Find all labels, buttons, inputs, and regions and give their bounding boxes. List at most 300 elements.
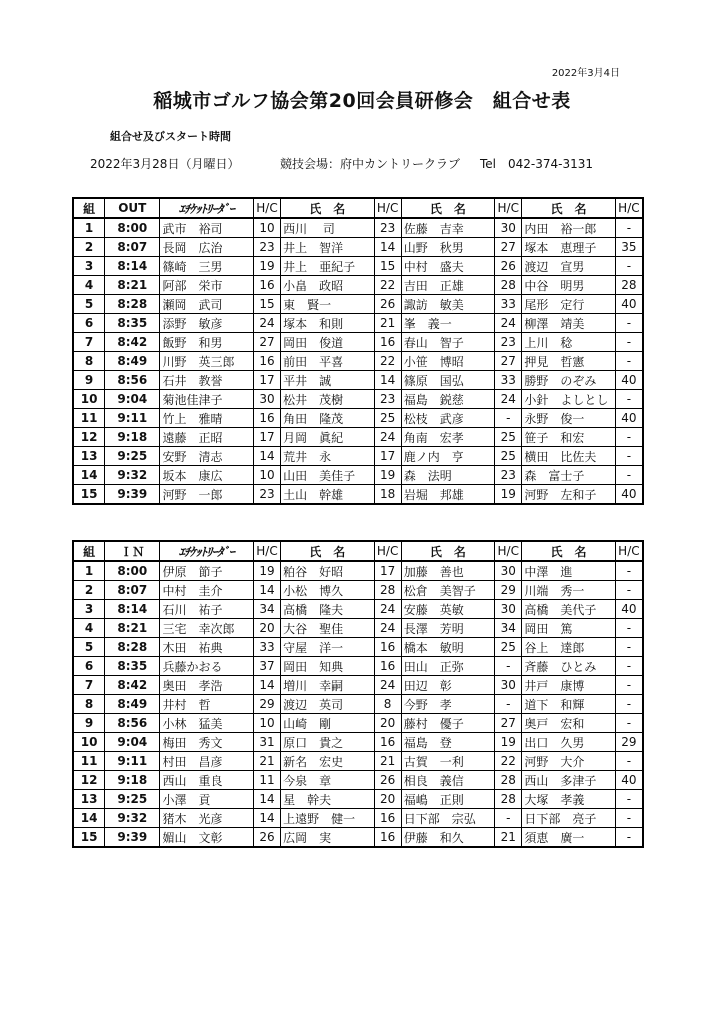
- table-row: [73, 619, 643, 638]
- handicap-cell: 23: [253, 238, 280, 257]
- group-number-cell: 4: [73, 276, 105, 295]
- handicap-cell: 21: [495, 828, 522, 848]
- player-name-cell: 高橋 美代子: [522, 600, 615, 619]
- handicap-cell: 40: [615, 371, 643, 390]
- player-name-cell: 勝野 のぞみ: [522, 371, 615, 390]
- etiquette-leader-cell: 西山 重良: [160, 771, 253, 790]
- header-group-number: 組: [73, 198, 105, 218]
- start-time-cell: 9:04: [105, 733, 160, 752]
- player-name-cell: 岡田 俊道: [281, 333, 374, 352]
- table-row: [73, 638, 643, 657]
- handicap-cell: 25: [374, 409, 401, 428]
- player-name-cell: 森 法明: [401, 466, 494, 485]
- handicap-cell: 28: [495, 790, 522, 809]
- start-time-cell: 8:00: [105, 561, 160, 581]
- header-player-name: 氏 名: [522, 198, 615, 218]
- player-name-cell: 小笹 博昭: [401, 352, 494, 371]
- handicap-cell: 17: [253, 371, 280, 390]
- handicap-cell: -: [615, 714, 643, 733]
- header-start-time: ＩＮ: [105, 541, 160, 561]
- handicap-cell: 10: [253, 466, 280, 485]
- start-time-cell: 8:49: [105, 695, 160, 714]
- handicap-cell: 24: [374, 428, 401, 447]
- header-handicap: H/C: [615, 198, 643, 218]
- player-name-cell: 川端 秀一: [522, 581, 615, 600]
- etiquette-leader-cell: 小澤 貢: [160, 790, 253, 809]
- player-name-cell: 中谷 明男: [522, 276, 615, 295]
- player-name-cell: 西川 司: [281, 218, 374, 238]
- start-time-cell: 9:39: [105, 485, 160, 505]
- etiquette-leader-cell: 阿部 栄市: [160, 276, 253, 295]
- player-name-cell: 西山 多津子: [522, 771, 615, 790]
- table-row: [73, 581, 643, 600]
- handicap-cell: 14: [374, 238, 401, 257]
- handicap-cell: 33: [495, 371, 522, 390]
- handicap-cell: 14: [253, 581, 280, 600]
- handicap-cell: 30: [495, 561, 522, 581]
- handicap-cell: -: [615, 581, 643, 600]
- handicap-cell: 22: [374, 276, 401, 295]
- handicap-cell: 40: [615, 600, 643, 619]
- issue-date: 2022年3月4日: [551, 68, 620, 79]
- group-number-cell: 7: [73, 676, 105, 695]
- handicap-cell: -: [615, 638, 643, 657]
- group-number-cell: 13: [73, 447, 105, 466]
- table-row: [73, 314, 643, 333]
- handicap-cell: 22: [374, 352, 401, 371]
- group-number-cell: 10: [73, 390, 105, 409]
- player-name-cell: 松枝 武彦: [401, 409, 494, 428]
- handicap-cell: 19: [495, 733, 522, 752]
- group-number-cell: 8: [73, 352, 105, 371]
- etiquette-leader-cell: 梅田 秀文: [160, 733, 253, 752]
- section-subtitle: 組合せ及びスタート時間: [110, 130, 231, 143]
- handicap-cell: 10: [253, 218, 280, 238]
- handicap-cell: 34: [253, 600, 280, 619]
- player-name-cell: 岩堀 邦雄: [401, 485, 494, 505]
- handicap-cell: 40: [615, 295, 643, 314]
- handicap-cell: 10: [253, 714, 280, 733]
- start-time-cell: 8:21: [105, 276, 160, 295]
- player-name-cell: 福島 鋭慈: [401, 390, 494, 409]
- etiquette-leader-cell: 猪木 光彦: [160, 809, 253, 828]
- event-date: 2022年3月28日（月曜日）: [90, 157, 240, 171]
- table-row: [73, 295, 643, 314]
- handicap-cell: 21: [374, 752, 401, 771]
- player-name-cell: 小畠 政昭: [281, 276, 374, 295]
- table-row: [73, 485, 643, 505]
- player-name-cell: 小松 博久: [281, 581, 374, 600]
- table-row: [73, 657, 643, 676]
- etiquette-leader-cell: 竹上 雅晴: [160, 409, 253, 428]
- group-number-cell: 11: [73, 409, 105, 428]
- handicap-cell: 17: [253, 428, 280, 447]
- handicap-cell: -: [615, 447, 643, 466]
- etiquette-leader-cell: 媚山 文彰: [160, 828, 253, 848]
- player-name-cell: 加藤 善也: [401, 561, 494, 581]
- table-row: [73, 600, 643, 619]
- player-name-cell: 高橋 隆夫: [281, 600, 374, 619]
- group-number-cell: 15: [73, 485, 105, 505]
- handicap-cell: 24: [495, 390, 522, 409]
- player-name-cell: 中村 盛夫: [401, 257, 494, 276]
- table-row: [73, 771, 643, 790]
- start-time-cell: 8:07: [105, 581, 160, 600]
- handicap-cell: -: [615, 466, 643, 485]
- group-number-cell: 6: [73, 314, 105, 333]
- player-name-cell: 藤村 優子: [401, 714, 494, 733]
- player-name-cell: 大谷 聖佳: [281, 619, 374, 638]
- player-name-cell: 日下部 宗弘: [401, 809, 494, 828]
- group-number-cell: 14: [73, 809, 105, 828]
- header-start-time: OUT: [105, 198, 160, 218]
- player-name-cell: 笹子 和宏: [522, 428, 615, 447]
- etiquette-leader-cell: 武市 裕司: [160, 218, 253, 238]
- start-time-cell: 9:04: [105, 390, 160, 409]
- handicap-cell: 14: [253, 809, 280, 828]
- handicap-cell: -: [615, 676, 643, 695]
- handicap-cell: -: [615, 218, 643, 238]
- event-tel: Tel 042-374-3131: [480, 157, 594, 171]
- handicap-cell: 16: [374, 657, 401, 676]
- player-name-cell: 荒井 永: [281, 447, 374, 466]
- table-row: [73, 352, 643, 371]
- player-name-cell: 山崎 剛: [281, 714, 374, 733]
- handicap-cell: 25: [495, 447, 522, 466]
- handicap-cell: 40: [615, 771, 643, 790]
- handicap-cell: 19: [495, 485, 522, 505]
- player-name-cell: 道下 和輝: [522, 695, 615, 714]
- start-time-cell: 8:00: [105, 218, 160, 238]
- header-player-name: 氏 名: [401, 198, 494, 218]
- handicap-cell: 11: [253, 771, 280, 790]
- player-name-cell: 中澤 進: [522, 561, 615, 581]
- handicap-cell: 26: [374, 295, 401, 314]
- table-row: [73, 257, 643, 276]
- etiquette-leader-cell: 奥田 孝浩: [160, 676, 253, 695]
- table-row: [73, 466, 643, 485]
- handicap-cell: -: [495, 809, 522, 828]
- header-player-name: 氏 名: [281, 198, 374, 218]
- handicap-cell: 24: [374, 676, 401, 695]
- player-name-cell: 星 幹夫: [281, 790, 374, 809]
- table-row: [73, 428, 643, 447]
- handicap-cell: 15: [253, 295, 280, 314]
- group-number-cell: 2: [73, 238, 105, 257]
- header-player-name: 氏 名: [522, 541, 615, 561]
- handicap-cell: -: [615, 428, 643, 447]
- table-row: [73, 714, 643, 733]
- player-name-cell: 篠原 国弘: [401, 371, 494, 390]
- handicap-cell: -: [615, 695, 643, 714]
- table-row: [73, 695, 643, 714]
- table-row: [73, 333, 643, 352]
- etiquette-leader-cell: 篠崎 三男: [160, 257, 253, 276]
- start-time-cell: 8:14: [105, 257, 160, 276]
- table-row: [73, 276, 643, 295]
- handicap-cell: 30: [495, 600, 522, 619]
- player-name-cell: 河野 左和子: [522, 485, 615, 505]
- player-name-cell: 上川 稔: [522, 333, 615, 352]
- handicap-cell: 27: [253, 333, 280, 352]
- player-name-cell: 斉藤 ひとみ: [522, 657, 615, 676]
- handicap-cell: 28: [374, 581, 401, 600]
- handicap-cell: 27: [495, 352, 522, 371]
- player-name-cell: 今泉 章: [281, 771, 374, 790]
- handicap-cell: -: [615, 657, 643, 676]
- handicap-cell: -: [615, 790, 643, 809]
- handicap-cell: 31: [253, 733, 280, 752]
- header-handicap: H/C: [615, 541, 643, 561]
- start-time-cell: 8:56: [105, 371, 160, 390]
- handicap-cell: 21: [253, 752, 280, 771]
- player-name-cell: 福嶋 正則: [401, 790, 494, 809]
- in-pairing-table: [72, 540, 644, 848]
- start-time-cell: 8:21: [105, 619, 160, 638]
- handicap-cell: 24: [495, 314, 522, 333]
- etiquette-leader-cell: 瀬岡 武司: [160, 295, 253, 314]
- table-row: [73, 447, 643, 466]
- player-name-cell: 井上 智洋: [281, 238, 374, 257]
- handicap-cell: -: [615, 257, 643, 276]
- table-row: [73, 371, 643, 390]
- player-name-cell: 諏訪 敏美: [401, 295, 494, 314]
- out-pairing-table: [72, 197, 644, 505]
- player-name-cell: 横田 比佐夫: [522, 447, 615, 466]
- handicap-cell: 16: [253, 276, 280, 295]
- table-row: [73, 809, 643, 828]
- etiquette-leader-cell: 中村 圭介: [160, 581, 253, 600]
- table-row: [73, 561, 643, 581]
- player-name-cell: 松倉 美智子: [401, 581, 494, 600]
- header-handicap: H/C: [253, 198, 280, 218]
- player-name-cell: 森 富士子: [522, 466, 615, 485]
- group-number-cell: 6: [73, 657, 105, 676]
- player-name-cell: 柳澤 靖美: [522, 314, 615, 333]
- start-time-cell: 9:25: [105, 790, 160, 809]
- player-name-cell: 月岡 眞紀: [281, 428, 374, 447]
- page-title: 稲城市ゴルフ協会第20回会員研修会 組合せ表: [153, 90, 571, 112]
- handicap-cell: 33: [253, 638, 280, 657]
- player-name-cell: 渡辺 宣男: [522, 257, 615, 276]
- handicap-cell: 27: [495, 714, 522, 733]
- handicap-cell: 20: [374, 714, 401, 733]
- handicap-cell: -: [615, 561, 643, 581]
- handicap-cell: 30: [495, 218, 522, 238]
- player-name-cell: 田山 正弥: [401, 657, 494, 676]
- start-time-cell: 8:28: [105, 638, 160, 657]
- etiquette-leader-cell: 坂本 康広: [160, 466, 253, 485]
- handicap-cell: 17: [374, 447, 401, 466]
- handicap-cell: -: [615, 619, 643, 638]
- player-name-cell: 山田 美佳子: [281, 466, 374, 485]
- etiquette-leader-cell: 小林 猛美: [160, 714, 253, 733]
- player-name-cell: 永野 俊一: [522, 409, 615, 428]
- start-time-cell: 8:42: [105, 333, 160, 352]
- header-player-name: 氏 名: [281, 541, 374, 561]
- player-name-cell: 小針 よしとし: [522, 390, 615, 409]
- player-name-cell: 岡田 知典: [281, 657, 374, 676]
- handicap-cell: -: [615, 752, 643, 771]
- table-row: [73, 828, 643, 848]
- handicap-cell: 16: [374, 638, 401, 657]
- start-time-cell: 8:35: [105, 314, 160, 333]
- player-name-cell: 新名 宏史: [281, 752, 374, 771]
- group-number-cell: 3: [73, 257, 105, 276]
- player-name-cell: 須恵 廣一: [522, 828, 615, 848]
- player-name-cell: 福島 登: [401, 733, 494, 752]
- start-time-cell: 8:49: [105, 352, 160, 371]
- etiquette-leader-cell: 兵藤かおる: [160, 657, 253, 676]
- start-time-cell: 9:11: [105, 752, 160, 771]
- etiquette-leader-cell: 井村 哲: [160, 695, 253, 714]
- handicap-cell: 16: [374, 333, 401, 352]
- handicap-cell: -: [615, 809, 643, 828]
- handicap-cell: 40: [615, 485, 643, 505]
- player-name-cell: 大塚 孝義: [522, 790, 615, 809]
- group-number-cell: 7: [73, 333, 105, 352]
- start-time-cell: 8:07: [105, 238, 160, 257]
- handicap-cell: -: [495, 695, 522, 714]
- player-name-cell: 内田 裕一郎: [522, 218, 615, 238]
- player-name-cell: 今野 孝: [401, 695, 494, 714]
- group-number-cell: 11: [73, 752, 105, 771]
- handicap-cell: 29: [615, 733, 643, 752]
- handicap-cell: -: [615, 828, 643, 848]
- table-row: [73, 790, 643, 809]
- player-name-cell: 塚本 和則: [281, 314, 374, 333]
- group-number-cell: 12: [73, 428, 105, 447]
- group-number-cell: 3: [73, 600, 105, 619]
- handicap-cell: -: [495, 409, 522, 428]
- player-name-cell: 増川 幸嗣: [281, 676, 374, 695]
- handicap-cell: 14: [374, 371, 401, 390]
- group-number-cell: 1: [73, 561, 105, 581]
- start-time-cell: 9:18: [105, 428, 160, 447]
- start-time-cell: 8:35: [105, 657, 160, 676]
- etiquette-leader-cell: 石川 祐子: [160, 600, 253, 619]
- etiquette-leader-cell: 添野 敏彦: [160, 314, 253, 333]
- start-time-cell: 8:28: [105, 295, 160, 314]
- header-etiquette-leader: ｴﾁｹｯﾄﾘｰﾀﾞｰ: [160, 541, 253, 561]
- player-name-cell: 東 賢一: [281, 295, 374, 314]
- player-name-cell: 押見 哲憲: [522, 352, 615, 371]
- handicap-cell: 28: [495, 771, 522, 790]
- player-name-cell: 松井 茂樹: [281, 390, 374, 409]
- group-number-cell: 5: [73, 295, 105, 314]
- etiquette-leader-cell: 安野 清志: [160, 447, 253, 466]
- table-row: [73, 752, 643, 771]
- handicap-cell: 23: [495, 466, 522, 485]
- player-name-cell: 角南 宏孝: [401, 428, 494, 447]
- group-number-cell: 8: [73, 695, 105, 714]
- handicap-cell: 26: [253, 828, 280, 848]
- handicap-cell: 20: [253, 619, 280, 638]
- handicap-cell: 16: [253, 352, 280, 371]
- start-time-cell: 9:11: [105, 409, 160, 428]
- handicap-cell: 23: [374, 218, 401, 238]
- handicap-cell: 14: [253, 676, 280, 695]
- player-name-cell: 長澤 芳明: [401, 619, 494, 638]
- group-number-cell: 1: [73, 218, 105, 238]
- handicap-cell: 28: [495, 276, 522, 295]
- etiquette-leader-cell: 三宅 幸次郎: [160, 619, 253, 638]
- group-number-cell: 9: [73, 371, 105, 390]
- player-name-cell: 粕谷 好昭: [281, 561, 374, 581]
- table-row: [73, 733, 643, 752]
- handicap-cell: 8: [374, 695, 401, 714]
- event-venue: 競技会場：府中カントリークラブ: [280, 157, 461, 171]
- handicap-cell: 14: [253, 790, 280, 809]
- player-name-cell: 守屋 洋一: [281, 638, 374, 657]
- player-name-cell: 広岡 実: [281, 828, 374, 848]
- handicap-cell: -: [615, 314, 643, 333]
- handicap-cell: 20: [374, 790, 401, 809]
- handicap-cell: 30: [495, 676, 522, 695]
- handicap-cell: 19: [374, 466, 401, 485]
- handicap-cell: 22: [495, 752, 522, 771]
- start-time-cell: 8:14: [105, 600, 160, 619]
- start-time-cell: 8:42: [105, 676, 160, 695]
- player-name-cell: 峯 義一: [401, 314, 494, 333]
- handicap-cell: 34: [495, 619, 522, 638]
- player-name-cell: 日下部 亮子: [522, 809, 615, 828]
- etiquette-leader-cell: 石井 教誉: [160, 371, 253, 390]
- etiquette-leader-cell: 長岡 広治: [160, 238, 253, 257]
- group-number-cell: 14: [73, 466, 105, 485]
- handicap-cell: 16: [374, 733, 401, 752]
- player-name-cell: 井上 亜紀子: [281, 257, 374, 276]
- handicap-cell: 18: [374, 485, 401, 505]
- etiquette-leader-cell: 木田 祐典: [160, 638, 253, 657]
- etiquette-leader-cell: 伊原 節子: [160, 561, 253, 581]
- player-name-cell: 伊藤 和久: [401, 828, 494, 848]
- handicap-cell: -: [615, 352, 643, 371]
- group-number-cell: 15: [73, 828, 105, 848]
- handicap-cell: 24: [374, 600, 401, 619]
- handicap-cell: 26: [374, 771, 401, 790]
- etiquette-leader-cell: 河野 一郎: [160, 485, 253, 505]
- handicap-cell: 35: [615, 238, 643, 257]
- handicap-cell: 15: [374, 257, 401, 276]
- group-number-cell: 10: [73, 733, 105, 752]
- handicap-cell: 25: [495, 428, 522, 447]
- handicap-cell: 16: [374, 828, 401, 848]
- handicap-cell: 16: [374, 809, 401, 828]
- handicap-cell: 24: [253, 314, 280, 333]
- player-name-cell: 谷上 達郎: [522, 638, 615, 657]
- player-name-cell: 奥戸 宏和: [522, 714, 615, 733]
- table-row: [73, 676, 643, 695]
- etiquette-leader-cell: 遠藤 正昭: [160, 428, 253, 447]
- player-name-cell: 井戸 康博: [522, 676, 615, 695]
- handicap-cell: 25: [495, 638, 522, 657]
- handicap-cell: 23: [374, 390, 401, 409]
- player-name-cell: 前田 平喜: [281, 352, 374, 371]
- player-name-cell: 渡辺 英司: [281, 695, 374, 714]
- group-number-cell: 5: [73, 638, 105, 657]
- player-name-cell: 塚本 恵理子: [522, 238, 615, 257]
- header-handicap: H/C: [374, 541, 401, 561]
- header-player-name: 氏 名: [401, 541, 494, 561]
- handicap-cell: 14: [253, 447, 280, 466]
- handicap-cell: -: [495, 657, 522, 676]
- player-name-cell: 河野 大介: [522, 752, 615, 771]
- header-group-number: 組: [73, 541, 105, 561]
- player-name-cell: 橋本 敏明: [401, 638, 494, 657]
- event-info: [90, 155, 630, 172]
- group-number-cell: 12: [73, 771, 105, 790]
